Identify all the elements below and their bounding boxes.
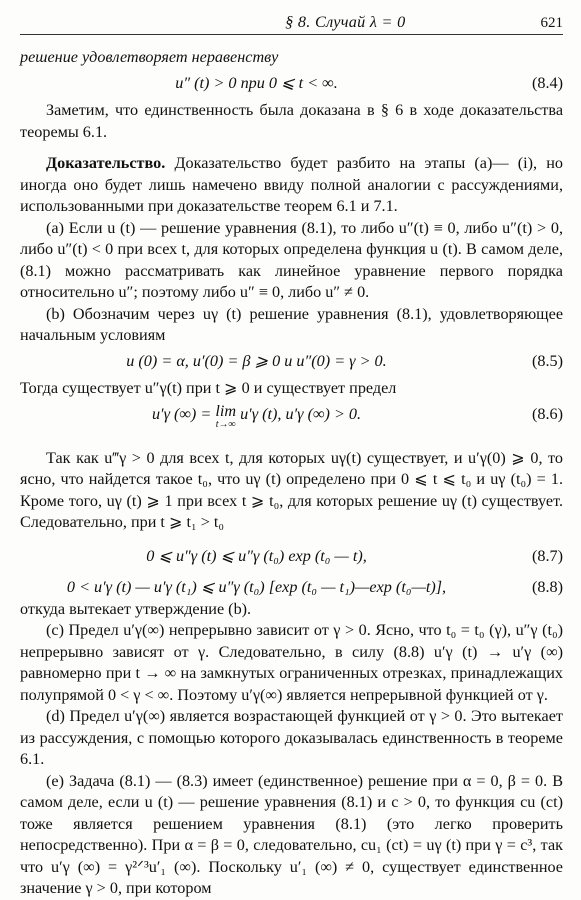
uniqueness-note: Заметим, что единственность была доказана в § 6 в ходе доказательства теоремы 6.1. — [20, 101, 563, 141]
proof-paragraph — [20, 153, 563, 218]
equation-number: (8.5) — [531, 351, 563, 370]
after-8-8: откуда вытекает утверждение (b). — [20, 599, 252, 618]
equation-number: (8.7) — [531, 546, 563, 565]
equation-body: u″ (t) > 0 при 0 ⩽ t < ∞. — [175, 73, 338, 92]
intro-line: решение удовлетворяет неравенству — [20, 48, 279, 66]
equation-8-6 — [20, 401, 563, 432]
paragraph-e: (e) Задача (8.1) — (8.3) имеет (единственное) решение при α = 0, β = 0. В самом деле, если u (t) — решение уравнения (8.1) и c > 0, то функция cu (ct) тоже является решением уравнения (8.1) (это легко проверить непосредственно). При α = β = 0, следовательно, cu₁ (ct) = uγ (t) при γ = c³, так что u′γ (∞) = γ²ᐟ³u′₁ (∞). Поскольку u′₁ (∞) ≠ 0, существует единственное значение γ > 0, при котором — [20, 771, 563, 897]
limit-right: u′γ (t), u′γ (∞) > 0. — [236, 404, 362, 423]
equation-8-5 — [20, 351, 563, 373]
equation-body: 0 ⩽ u″γ (t) ⩽ u″γ (t₀) exp (t₀ — t), — [146, 546, 367, 565]
paragraph-a: (a) Если u (t) — решение уравнения (8.1), то либо u″(t) ≡ 0, либо u″(t) > 0, либо u″(t) < 0 при всех t, для которых определена функция u (t). В самом деле, (8.1) можно рассматривать как линейное уравнение первого порядка относительно u″; поэтому либо u″ ≡ 0, либо u″ ≠ 0. — [20, 218, 563, 301]
paragraph-d: (d) Предел u′γ(∞) является возрастающей функцией от γ > 0. Это вытекает из рассуждения, с помощью которого доказывалась единственность в теореме 6.1. — [20, 707, 563, 768]
equation-body: 0 < u′γ (t) — u′γ (t₁) ⩽ u″γ (t₀) [exp (t₀ — t₁)—exp (t₀—t)], — [66, 578, 447, 596]
equation-body — [20, 401, 493, 432]
page-number: 621 — [540, 15, 563, 31]
then-line: Тогда существует u″γ(t) при t ⩾ 0 и существует предел — [20, 379, 397, 397]
paragraph-c: (c) Предел u′γ(∞) непрерывно зависит от γ > 0. Ясно, что t₀ = t₀ (γ), u″γ (t₀) непрерывно зависят от γ. Следовательно, в силу (8.8) u′γ (t) → u′γ (∞) равномерно при t → ∞ на замкнутых ограниченных отрезках, принадлежащих полупрямой 0 < γ < ∞. Поэтому u′γ(∞) является непрерывной функцией от γ. — [20, 621, 563, 704]
equation-8-8 — [20, 577, 563, 599]
paragraph-since: Так как u‴γ > 0 для всех t, для которых uγ(t) существует, и u′γ(0) ⩾ 0, то ясно, что найдется такое t₀, что uγ (t) определено при 0 ⩽ t ⩽ t₀ и uγ (t₀) = 1. Кроме того, uγ (t) ⩾ 1 при всех t ⩾ t₀, для которых решение uγ (t) существует. Следовательно, при t ⩾ t₁ > t₀ — [20, 448, 563, 531]
equation-number: (8.6) — [531, 404, 563, 423]
equation-body: u (0) = α, u′(0) = β ⩾ 0 и u″(0) = γ > 0. — [126, 351, 387, 370]
limit-subscript: t→∞ — [215, 418, 236, 430]
equation-number: (8.4) — [531, 73, 563, 92]
equation-8-7 — [20, 546, 563, 568]
limit-left: u′γ (∞) = — [151, 404, 216, 423]
proof-text: Доказательство будет разбито на этапы (a)— (i), но иногда оно будет лишь намечено ввиду полной аналогии с рассуждениями, использованными при доказательстве теорем 6.1 и 7.1. — [20, 154, 563, 215]
running-header — [20, 12, 563, 35]
equation-number: (8.8) — [531, 578, 563, 596]
section-title: § 8. Случай λ = 0 — [285, 13, 406, 31]
limit-word: lim — [215, 401, 237, 420]
proof-label: Доказательство. — [46, 154, 166, 172]
equation-8-4 — [20, 73, 563, 95]
paragraph-b: (b) Обозначим через uγ (t) решение уравнения (8.1), удовлетворяющее начальным условиям — [20, 304, 563, 344]
limit-operator — [215, 401, 237, 432]
